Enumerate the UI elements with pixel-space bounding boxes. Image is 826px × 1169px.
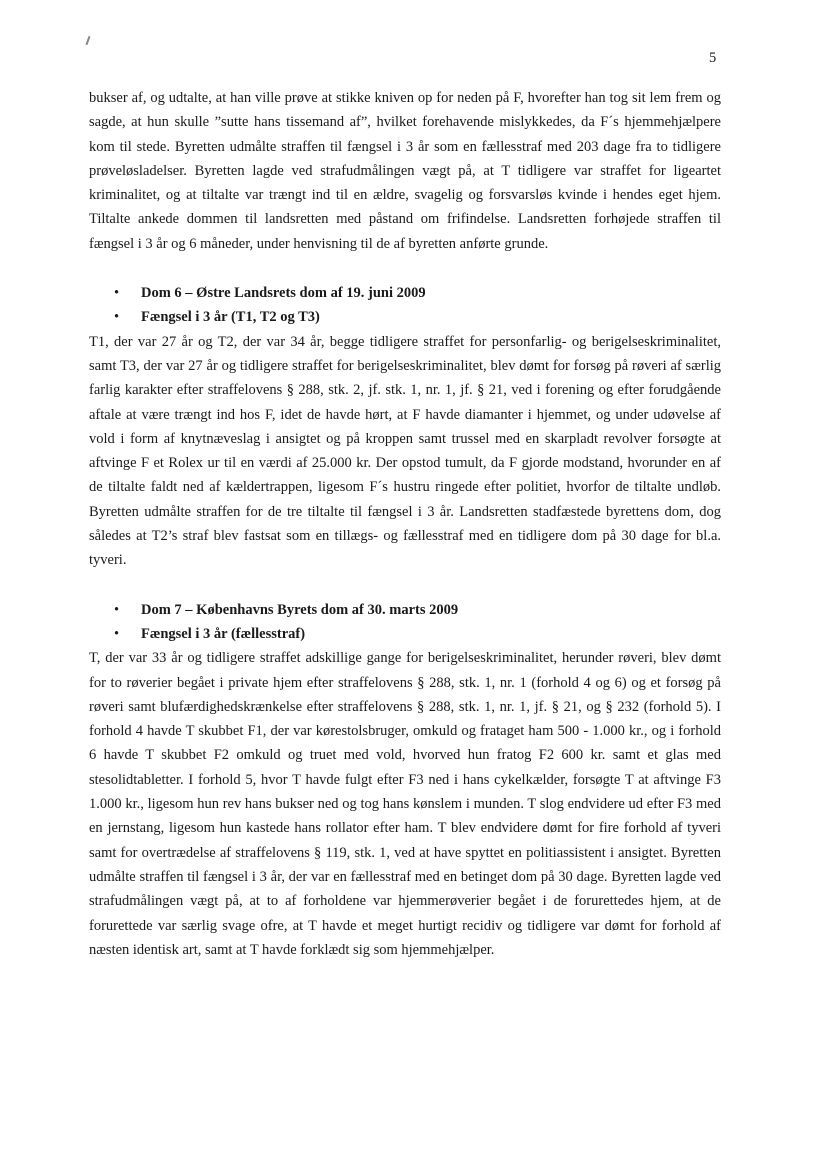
case-7-heading: • Dom 7 – Københavns Byrets dom af 30. marts 2009 — [114, 598, 721, 622]
case-6-heading: • Dom 6 – Østre Landsrets dom af 19. juni 2009 — [114, 281, 721, 305]
document-body — [89, 86, 721, 962]
case-7-bullets — [89, 598, 721, 647]
case-6-bullets — [89, 281, 721, 330]
case-7-text: T, der var 33 år og tidligere straffet adskillige gange for berigelseskriminalitet, herunder røveri, blev dømt for to røverier begået i private hjem efter straffelovens § 288, stk. 1, nr. 1 (forhold 4 og 6) og et forsøg på røveri samt blufærdighedskrænkelse efter straffelovens § 288, stk. 1, nr. 1, jf. § 21, og § 232 (forhold 5). I forhold 4 havde T skubbet F1, der var kørestolsbruger, omkuld og frataget ham 500 - 1.000 kr., og i forhold 6 havde T skubbet F2 omkuld og truet med vold, hvorved hun fratog F2 600 kr. samt et glas med stesolidtabletter. I forhold 5, hvor T havde fulgt efter F3 ned i hans cykelkælder, forsøgte T at aftvinge F3 1.000 kr., ligesom hun rev hans bukser ned og tog hans kønslem i munden. T slog endvidere ud efter F3 med en jernstang, ligesom hun kastede hans rollator efter ham. T blev endvidere dømt for fire forhold af tyveri samt for overtrædelse af straffelovens § 119, stk. 1, ved at have spyttet en politiassistent i ansigtet. Byretten udmålte straffen til fængsel i 3 år, der var en fællesstraf med en betinget dom på 30 dage. Byretten lagde ved strafudmålingen vægt på, at to af forholdene var hjemmerøverier begået i de forurettedes hjem, at de forurettede var særlig svage ofre, at T havde et meget hurtigt recidiv og tidligere var dømt for forhold af næsten identisk art, samt at T havde forklædt sig som hjemmehjælper. — [89, 650, 721, 958]
case-6-text: T1, der var 27 år og T2, der var 34 år, begge tidligere straffet for personfarlig- og berigelseskriminalitet, samt T3, der var 27 år og tidligere straffet for berigelseskriminalitet, blev dømt for forsøg på røveri af særlig farlig karakter efter straffelovens § 288, stk. 2, jf. stk. 1, nr. 1, jf. § 21, ved i forening og efter forudgående aftale at være trængt ind hos F, idet de havde hørt, at F havde diamanter i hjemmet, og under udøvelse af vold i form af knytnæveslag i ansigtet og på kroppen samt trussel med en skarpladt revolver forsøgte at aftvinge F et Rolex ur til en værdi af 25.000 kr. Der opstod tumult, da F gjorde modstand, hvorunder en af de tiltalte faldt ned af kældertrappen, ligesom F´s hustru ringede efter politiet, hvorfor de tiltalte undløb. Byretten udmålte straffen for de tre tiltalte til fængsel i 3 år. Landsretten stadfæstede byrettens dom, dog således at T2’s straf blev fastsat som en tillægs- og fællesstraf med en tidligere dom på 30 dage for bl.a. tyveri. — [89, 333, 721, 569]
scan-mark — [86, 36, 91, 45]
intro-paragraph: bukser af, og udtalte, at han ville prøve at stikke kniven op for neden på F, hvorefter han tog sit lem frem og sagde, at hun skulle ”sutte hans tissemand af”, hvilket forehavende mislykkedes, da F´s hjemmehjælpere kom til stede. Byretten udmålte straffen til fængsel i 3 år som en fællesstraf med 203 dage fra to tidligere prøveløsladelser. Byretten lagde ved strafudmålingen vægt på, at T tidligere var straffet for ligeartet kriminalitet, og at tiltalte var trængt ind til en ældre, svagelig og forsvarsløs kvinde i hendes eget hjem. Tiltalte ankede dommen til landsretten med påstand om frifindelse. Landsretten forhøjede straffen til fængsel i 3 år og 6 måneder, under henvisning til de af byretten anførte grunde. — [89, 90, 721, 252]
case-7-sentence: • Fængsel i 3 år (fællesstraf) — [114, 622, 721, 646]
case-section-7 — [89, 598, 721, 962]
page-number: 5 — [709, 50, 717, 66]
case-section-6 — [89, 281, 721, 573]
case-6-sentence: • Fængsel i 3 år (T1, T2 og T3) — [114, 305, 721, 329]
